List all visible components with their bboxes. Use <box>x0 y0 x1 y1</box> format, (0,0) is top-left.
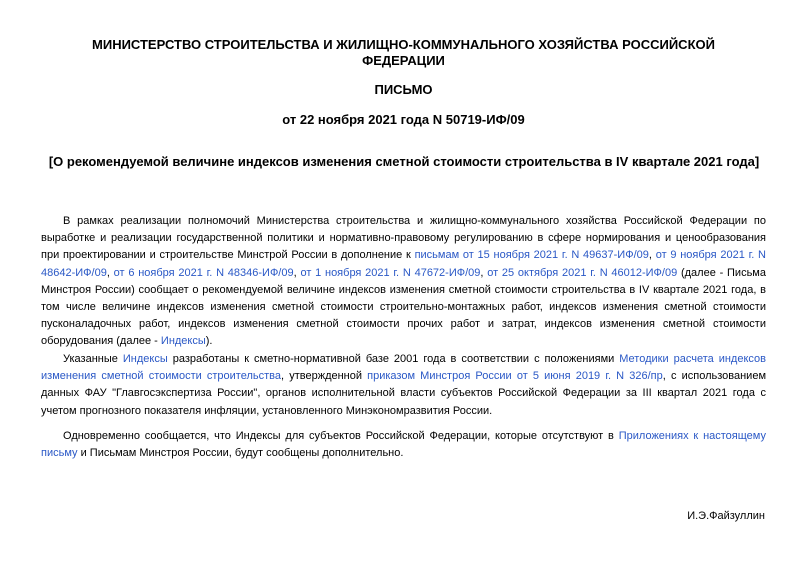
link-letter-47672[interactable]: от 1 ноября 2021 г. N 47672-ИФ/09 <box>300 266 481 279</box>
text-span: Одновременно сообщается, что Индексы для субъектов Российской Федерации, которые отсутствуют в <box>63 430 619 442</box>
text-span: В рамках реализации полномочий Министерства строительства и жилищно-коммунального хозяйства Российской Федерации по выработке и реализации государственной политики и нормативно-правовому регулированию в сфере нормирования и ценообразования при проектировании и строительстве Минстрой России в дополнение к <box>41 215 766 262</box>
text-span: (далее - Письма Минстроя России) сообщает о рекомендуемой величине индексов изменения сметной стоимости строительства в IV квартале 2021 года, в том числе величине индексов изменения сметной стоимости строительно-монтажных работ, индексов изменения сметной стоимости пусконаладочных работ, индексов изменения сметной стоимости прочих работ и затрат, индексов изменения сметной стоимости оборудования (далее - <box>41 266 766 348</box>
link-letter-48642[interactable]: от 9 ноября 2021 г. N 48642-ИФ/09 <box>41 249 766 279</box>
link-methodology[interactable]: Методики расчета индексов изменения сметной стоимости строительства <box>41 353 766 383</box>
link-appendices[interactable]: Приложениях к настоящему письму <box>41 430 766 460</box>
text-span: , <box>106 266 114 279</box>
text-span: Указанные <box>63 353 123 365</box>
text-span: , с использованием данных ФАУ "Главгосэкспертиза России", органов исполнительной власти субъектов Российской Федерации за III квартал 2021 года с учетом прогнозного показателя инфляции, установленного Минэкономразвития России. <box>41 370 767 417</box>
text-span: , утвержденной <box>281 370 368 383</box>
link-indexes-2[interactable]: Индексы <box>122 353 168 365</box>
link-indexes[interactable]: Индексы <box>160 335 206 348</box>
text-span: , <box>480 266 488 279</box>
paragraph-1 <box>41 213 766 351</box>
document-date: от 22 ноября 2021 года N 50719-ИФ/09 <box>282 112 525 127</box>
text-span: разработаны к сметно-нормативной базе 2001 года в соответствии с положениями <box>167 353 620 365</box>
link-letter-48346[interactable]: от 6 ноября 2021 г. N 48346-ИФ/09 <box>113 266 294 279</box>
text-span: и Письмам Минстроя России, будут сообщены дополнительно. <box>77 447 404 460</box>
link-letter-46012[interactable]: от 25 октября 2021 г. N 46012-ИФ/09 <box>487 266 678 279</box>
text-span: ). <box>205 335 213 348</box>
link-letter-49637[interactable]: письмам от 15 ноября 2021 г. N 49637-ИФ/09 <box>414 249 649 262</box>
link-order-326[interactable]: приказом Минстроя России от 5 июня 2019 г. N 326/пр <box>367 370 663 383</box>
document-subject: [О рекомендуемой величине индексов изменения сметной стоимости строительства в IV квартале 2021 года] <box>48 154 760 169</box>
signature: И.Э.Файзуллин <box>687 510 765 522</box>
document-type: ПИСЬМО <box>374 82 433 97</box>
paragraph-3 <box>41 428 766 462</box>
text-span: , <box>293 266 301 279</box>
paragraph-2 <box>41 351 766 420</box>
text-span: , <box>648 249 656 262</box>
ministry-name: МИНИСТЕРСТВО СТРОИТЕЛЬСТВА И ЖИЛИЩНО-КОММУНАЛЬНОГО ХОЗЯЙСТВА РОССИЙСКОЙ ФЕДЕРАЦИИ <box>92 37 715 68</box>
